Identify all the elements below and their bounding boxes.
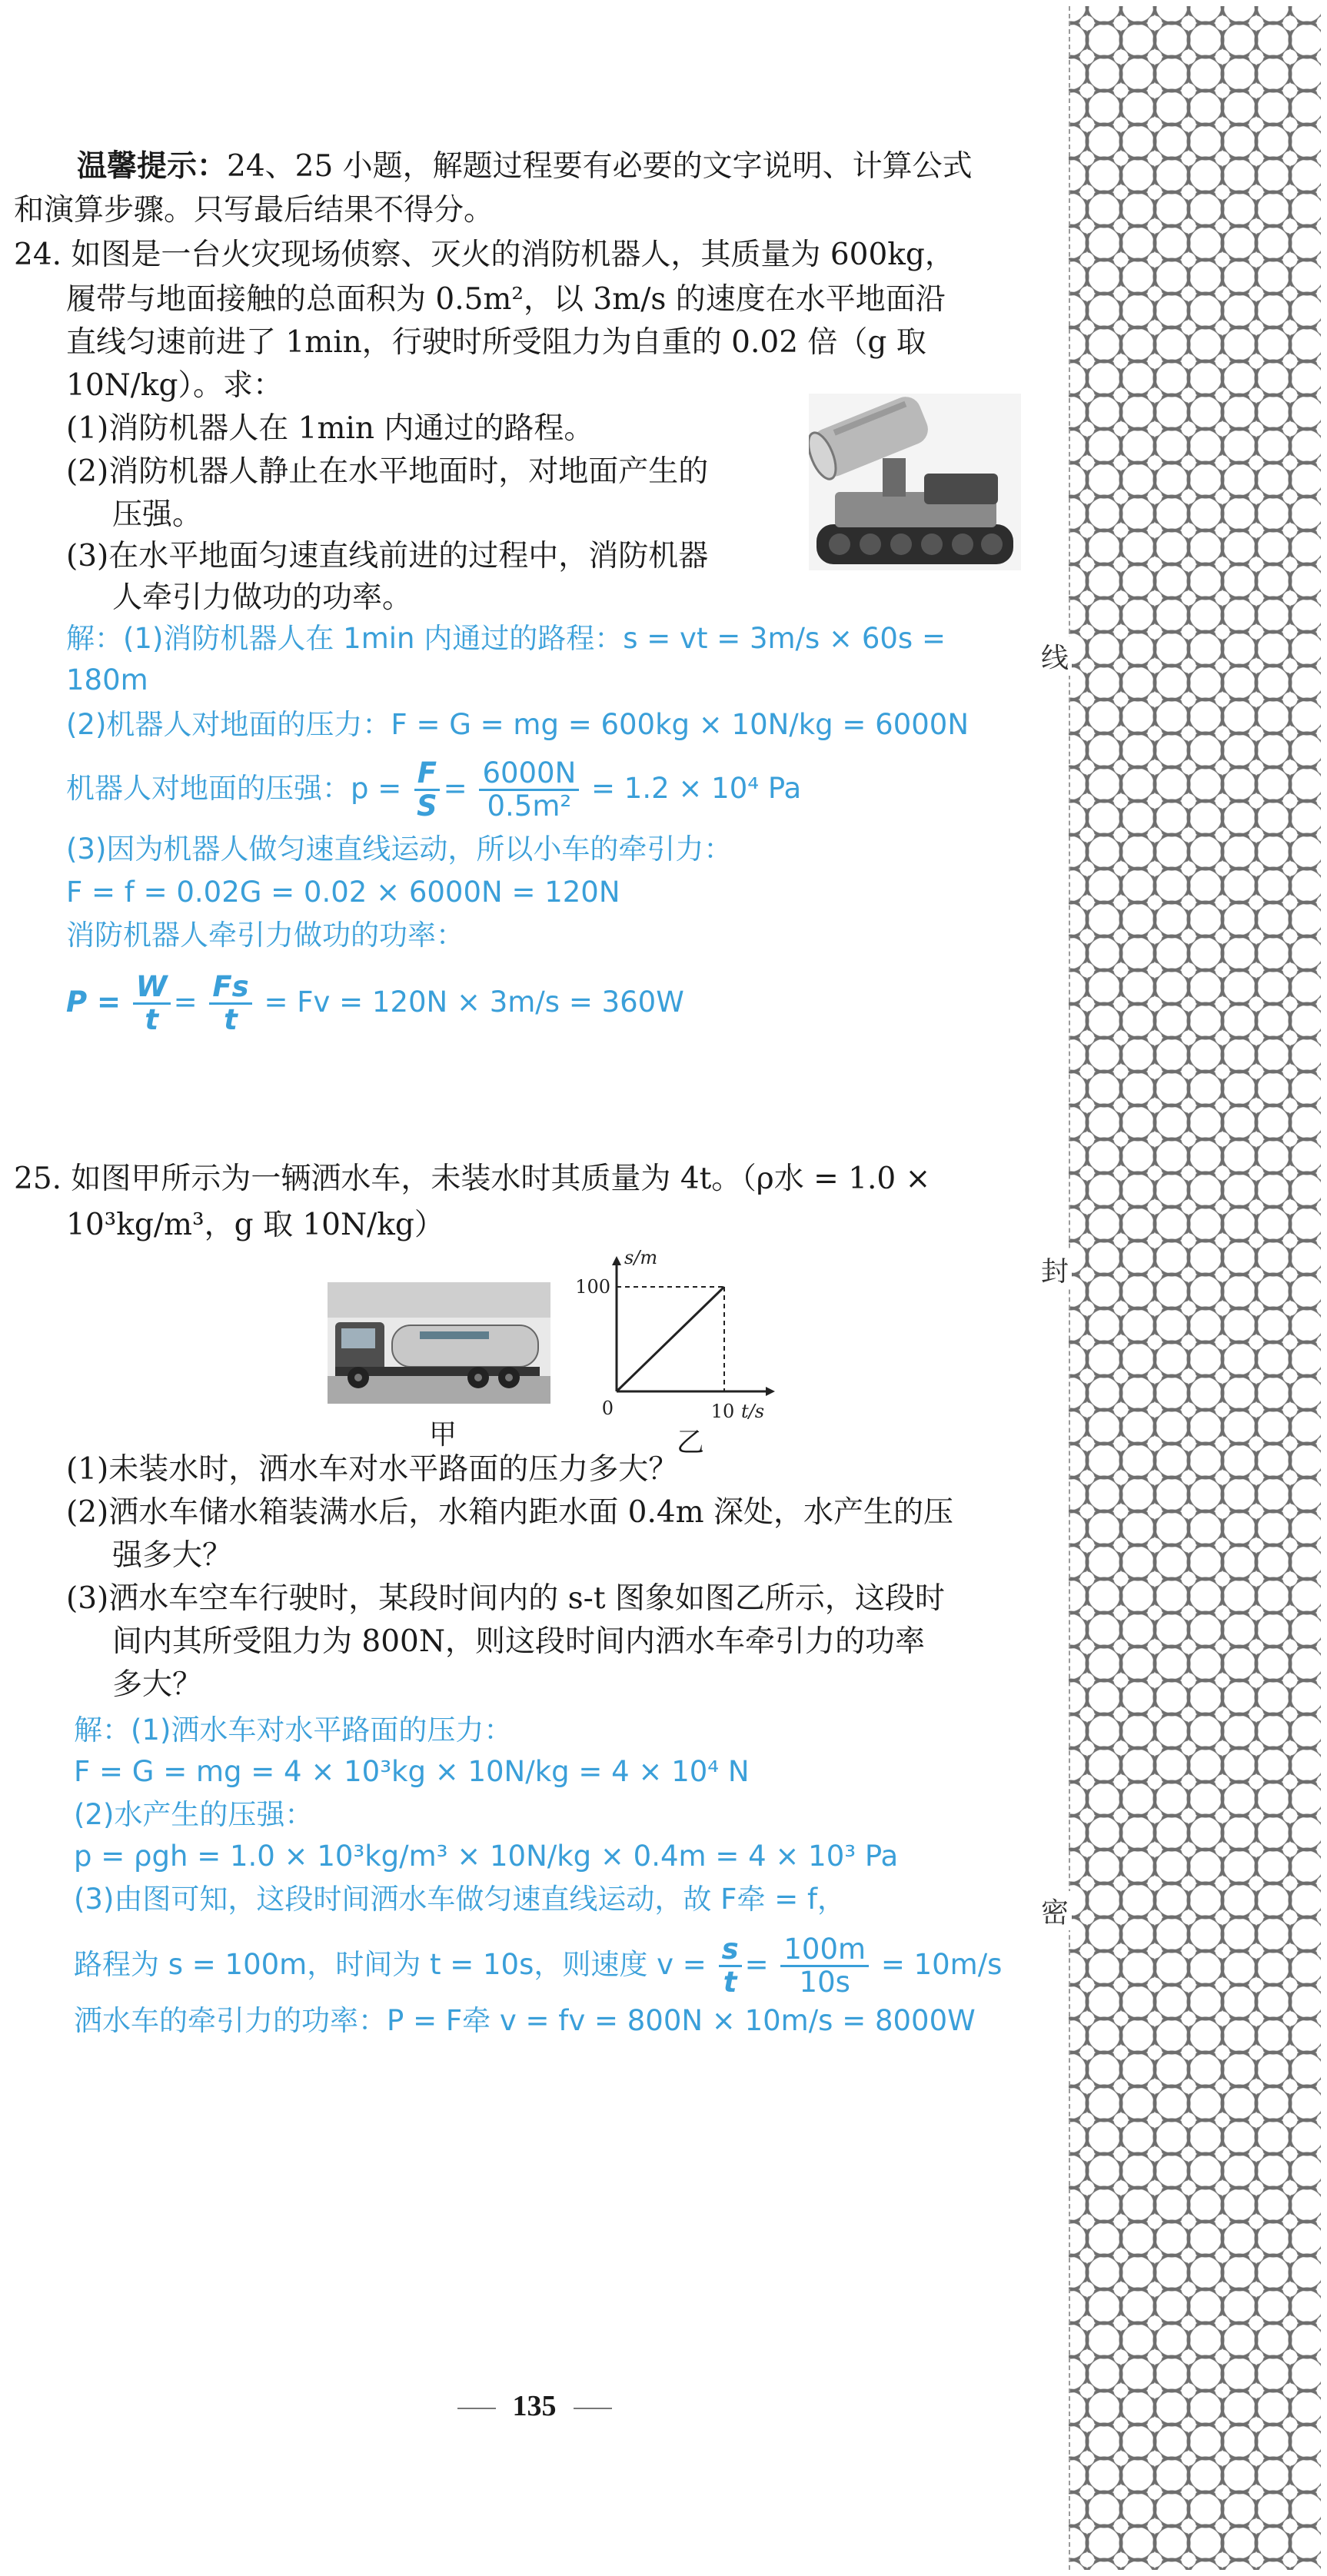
page-number — [0, 2389, 1069, 2423]
y-axis-label: s/m — [624, 1247, 658, 1268]
binding-char-xian: 线 — [1038, 637, 1072, 676]
divider — [457, 2408, 496, 2409]
firefighting-robot-photo — [809, 394, 1021, 570]
q25-answer-line-6: 路程为 s = 100m，时间为 t = 10s，则速度 v = $\frac{s}{t}$ = $\frac{100m}{10s}$ = 10m/s — [74, 1933, 1003, 1999]
data-line — [617, 1287, 724, 1391]
q24-stem-4: 10N/kg）。求： — [66, 368, 283, 403]
s-t-chart — [575, 1245, 790, 1430]
q24-fraction-w-over-t — [133, 972, 171, 1035]
q24-answer-line-4: 机器人对地面的压强：p = $\frac{F}{S}$ = $\frac{6000N}{\text{0.5m²}}$ = 1.2 × 10⁴ Pa — [66, 756, 802, 823]
q24-answer-line-2: 180m — [66, 663, 148, 696]
q24-sub-3a: (3)在水平地面匀速直线前进的过程中，消防机器 — [66, 539, 709, 573]
fraction-numerator: 6000N — [479, 758, 579, 791]
q25-fraction-s-over-t — [719, 1934, 742, 1998]
divider — [574, 2408, 612, 2409]
binding-char-feng: 封 — [1038, 1250, 1072, 1289]
q25-answer-line-3: (2)水产生的压强： — [74, 1798, 314, 1831]
q24-answer-line-5: (3)因为机器人做匀速直线运动，所以小车的牵引力： — [66, 833, 733, 866]
q25-sub-3a: (3)洒水车空车行驶时，某段时间内的 s-t 图象如图乙所示，这段时 — [66, 1581, 945, 1616]
fraction-denominator: S — [417, 789, 437, 823]
q24-sub-3b: 人牵引力做功的功率。 — [112, 580, 413, 615]
q25-sub-3c: 多大？ — [112, 1667, 203, 1702]
q25-answer-line-1: 解：(1)洒水车对水平路面的压力： — [74, 1713, 513, 1747]
tip-label: 温馨提示： — [77, 148, 228, 184]
q25-velocity-label: 路程为 s = 100m，时间为 t = 10s，则速度 v = — [74, 1948, 707, 1981]
fraction-denominator: 0.5m² — [487, 789, 572, 823]
q25-sub-2b: 强多大？ — [112, 1538, 233, 1573]
q24-sub-2a: (2)消防机器人静止在水平地面时，对地面产生的 — [66, 454, 709, 489]
fraction-denominator: t — [723, 1966, 737, 1999]
q24-answer-line-6: F = f = 0.02G = 0.02 × 6000N = 120N — [66, 876, 620, 909]
q24-stem-1: 24. 如图是一台火灾现场侦察、灭火的消防机器人，其质量为 600kg， — [14, 238, 955, 272]
decorative-pattern-strip — [1069, 6, 1321, 2570]
fraction-denominator: 10s — [799, 1966, 850, 1999]
fraction-denominator: t — [145, 1003, 159, 1036]
q24-answer-line-3: (2)机器人对地面的压力：F = G = mg = 600kg × 10N/kg = 6000N — [66, 708, 969, 741]
q25-velocity-result: = 10m/s — [880, 1948, 1003, 1981]
q25-answer-line-5: (3)由图可知，这段时间洒水车做匀速直线运动，故 F牵 = f， — [74, 1883, 846, 1916]
tip-line-2: 和演算步骤。只写最后结果不得分。 — [14, 193, 494, 228]
q25-answer-line-4: p = ρgh = 1.0 × 10³kg/m³ × 10N/kg × 0.4m = 4 × 10³ Pa — [74, 1840, 899, 1873]
q24-sub-1: (1)消防机器人在 1min 内通过的路程。 — [66, 411, 594, 446]
fraction-numerator: W — [133, 972, 171, 1005]
q24-power-result: = Fv = 120N × 3m/s = 360W — [264, 986, 684, 1019]
q25-fraction-values — [780, 1934, 869, 1998]
q25-sub-2a: (2)洒水车储水箱装满水后，水箱内距水面 0.4m 深处，水产生的压 — [66, 1495, 954, 1530]
q24-fraction-values — [479, 758, 579, 822]
sprinkler-truck-photo — [328, 1282, 550, 1404]
q24-fraction-fs-over-t — [209, 972, 251, 1035]
caption-yi: 乙 — [677, 1427, 705, 1458]
q24-stem-3: 直线匀速前进了 1min，行驶时所受阻力为自重的 0.02 倍（g 取 — [66, 325, 926, 360]
q25-sub-3b: 间内其所受阻力为 800N，则这段时间内洒水车牵引力的功率 — [112, 1624, 925, 1659]
x-tick-label: 0 — [601, 1398, 614, 1419]
x-axis-arrow — [766, 1387, 775, 1396]
q25-sub-1: (1)未装水时，洒水车对水平路面的压力多大？ — [66, 1452, 679, 1487]
x-tick-label: 10 — [710, 1401, 735, 1422]
q24-sub-2b: 压强。 — [112, 497, 203, 532]
caption-jia: 甲 — [429, 1419, 457, 1451]
q24-power-label: P = — [66, 986, 121, 1019]
q24-answer-line-7: 消防机器人牵引力做功的功率： — [66, 919, 464, 952]
x-axis-label: t/s — [741, 1401, 765, 1422]
fraction-numerator: s — [719, 1934, 742, 1967]
y-axis-arrow — [612, 1256, 621, 1265]
fraction-numerator: F — [414, 758, 440, 791]
q24-pressure-label: 机器人对地面的压强：p = — [66, 772, 402, 805]
fraction-numerator: 100m — [780, 1934, 869, 1967]
page-number-text: 135 — [512, 2390, 557, 2422]
q24-fraction-f-over-s — [414, 758, 441, 822]
q24-stem-2: 履带与地面接触的总面积为 0.5m²，以 3m/s 的速度在水平地面沿 — [66, 282, 946, 317]
q24-answer-line-8: P = $\frac{W}{t}$ = $\frac{Fs}{t}$ = Fv = 120N × 3m/s = 360W — [66, 970, 684, 1036]
q25-stem-1: 25. 如图甲所示为一辆洒水车，未装水时其质量为 4t。（ρ水 = 1.0 × — [14, 1162, 931, 1196]
y-tick-label: 100 — [575, 1276, 610, 1298]
binding-char-mi: 密 — [1038, 1891, 1072, 1930]
q25-answer-line-2: F = G = mg = 4 × 10³kg × 10N/kg = 4 × 10⁴ N — [74, 1755, 750, 1788]
q24-pressure-result: = 1.2 × 10⁴ Pa — [591, 772, 802, 805]
fraction-numerator: Fs — [209, 972, 251, 1005]
fraction-denominator: t — [224, 1003, 238, 1036]
q25-answer-line-7: 洒水车的牵引力的功率：P = F牵 v = fv = 800N × 10m/s = 8000W — [74, 2004, 976, 2037]
tip-text-1: 24、25 小题，解题过程要有必要的文字说明、计算公式 — [227, 149, 973, 184]
tip-line-1 — [77, 146, 973, 187]
q25-stem-2: 10³kg/m³，g 取 10N/kg） — [66, 1208, 444, 1242]
q24-answer-line-1: 解：(1)消防机器人在 1min 内通过的路程：s = vt = 3m/s × 60s = — [66, 622, 946, 655]
